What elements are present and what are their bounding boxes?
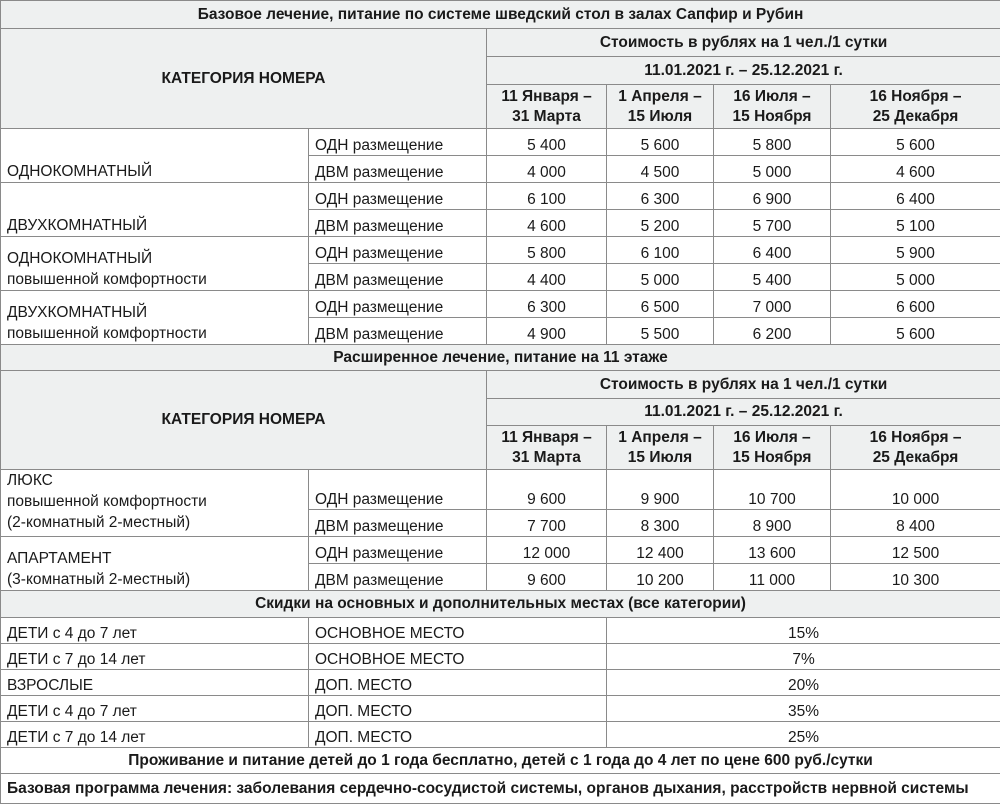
placement-type: ОДН размещение	[309, 237, 487, 264]
price-cell: 4 400	[487, 264, 607, 291]
room-name-line: ДВУХКОМНАТНЫЙ	[7, 304, 147, 321]
price-cell: 6 200	[714, 318, 831, 345]
period-line: 15 Июля	[628, 449, 692, 466]
room-name-line: ОДНОКОМНАТНЫЙ	[7, 163, 152, 180]
price-row	[1, 291, 1000, 318]
discount-row	[1, 722, 1000, 748]
price-cell: 6 600	[831, 291, 1000, 318]
price-cell: 11 000	[714, 564, 831, 591]
price-cell: 8 900	[714, 510, 831, 537]
period-line: 31 Марта	[512, 449, 581, 466]
price-cell: 4 500	[607, 156, 714, 183]
room-name-line: ЛЮКС	[7, 472, 53, 489]
date-range: 11.01.2021 г. – 25.12.2021 г.	[487, 399, 1000, 426]
placement-type: ОДН размещение	[309, 291, 487, 318]
date-range: 11.01.2021 г. – 25.12.2021 г.	[487, 57, 1000, 85]
placement-type: ОДН размещение	[309, 129, 487, 156]
placement-type: ОДН размещение	[309, 183, 487, 210]
discount-who: ДЕТИ с 7 до 14 лет	[1, 722, 309, 748]
price-cell: 10 000	[831, 470, 1000, 510]
period-line: 1 Апреля –	[618, 429, 701, 446]
price-cell: 5 900	[831, 237, 1000, 264]
price-cell: 10 200	[607, 564, 714, 591]
discount-place: ОСНОВНОЕ МЕСТО	[309, 618, 607, 644]
period-line: 16 Июля –	[733, 88, 810, 105]
period-line: 25 Декабря	[873, 449, 959, 466]
price-cell: 5 700	[714, 210, 831, 237]
room-name-line: повышенной комфортности	[7, 493, 207, 510]
period-line: 16 Июля –	[733, 429, 810, 446]
price-cell: 4 600	[831, 156, 1000, 183]
discount-who: ДЕТИ с 4 до 7 лет	[1, 696, 309, 722]
room-category	[1, 237, 309, 291]
discount-place: ДОП. МЕСТО	[309, 670, 607, 696]
section-title-basic: Базовое лечение, питание по системе шведский стол в залах Сапфир и Рубин	[1, 1, 1000, 29]
price-cell: 5 600	[831, 129, 1000, 156]
price-row	[1, 183, 1000, 210]
period-line: 11 Января –	[501, 429, 591, 446]
discount-who: ВЗРОСЛЫЕ	[1, 670, 309, 696]
price-cell: 12 500	[831, 537, 1000, 564]
price-cell: 5 100	[831, 210, 1000, 237]
placement-type: ОДН размещение	[309, 470, 487, 510]
price-cell: 13 600	[714, 537, 831, 564]
period-header	[714, 85, 831, 129]
price-cell: 9 900	[607, 470, 714, 510]
room-name-line: повышенной комфортности	[7, 271, 207, 288]
price-cell: 7 000	[714, 291, 831, 318]
placement-type: ДВМ размещение	[309, 264, 487, 291]
period-line: 11 Января –	[501, 88, 591, 105]
period-line: 15 Ноября	[733, 108, 812, 125]
period-header	[714, 426, 831, 470]
discount-row	[1, 670, 1000, 696]
note-row	[1, 748, 1000, 774]
cost-header: Стоимость в рублях на 1 чел./1 сутки	[487, 29, 1000, 57]
section-title-extended: Расширенное лечение, питание на 11 этаже	[1, 345, 1000, 371]
price-cell: 5 000	[831, 264, 1000, 291]
period-header	[831, 85, 1000, 129]
period-header	[607, 85, 714, 129]
program-note: Базовая программа лечения: заболевания сердечно-сосудистой системы, органов дыхания, расстройств нервной системы	[1, 774, 1000, 804]
period-line: 15 Июля	[628, 108, 692, 125]
price-cell: 6 500	[607, 291, 714, 318]
price-cell: 8 300	[607, 510, 714, 537]
children-note: Проживание и питание детей до 1 года бесплатно, детей с 1 года до 4 лет по цене 600 руб./сутки	[1, 748, 1000, 774]
price-cell: 6 400	[714, 237, 831, 264]
room-name-line: (2-комнатный 2-местный)	[7, 514, 190, 531]
price-row	[1, 470, 1000, 510]
room-name-line: АПАРТАМЕНТ	[7, 550, 112, 567]
discount-place: ДОП. МЕСТО	[309, 696, 607, 722]
discount-percent: 20%	[607, 670, 1000, 696]
period-header	[831, 426, 1000, 470]
discount-percent: 7%	[607, 644, 1000, 670]
discount-row	[1, 618, 1000, 644]
room-name-line: ДВУХКОМНАТНЫЙ	[7, 217, 147, 234]
cost-header: Стоимость в рублях на 1 чел./1 сутки	[487, 371, 1000, 399]
discount-place: ОСНОВНОЕ МЕСТО	[309, 644, 607, 670]
note-row	[1, 774, 1000, 804]
price-cell: 10 700	[714, 470, 831, 510]
price-cell: 5 000	[714, 156, 831, 183]
placement-type: ДВМ размещение	[309, 210, 487, 237]
placement-type: ДВМ размещение	[309, 318, 487, 345]
price-cell: 7 700	[487, 510, 607, 537]
price-cell: 6 300	[487, 291, 607, 318]
price-cell: 6 400	[831, 183, 1000, 210]
price-cell: 6 100	[607, 237, 714, 264]
price-cell: 6 900	[714, 183, 831, 210]
room-category	[1, 470, 309, 537]
section-title-discounts: Скидки на основных и дополнительных местах (все категории)	[1, 591, 1000, 618]
category-header: КАТЕГОРИЯ НОМЕРА	[1, 29, 487, 129]
price-row	[1, 537, 1000, 564]
period-header	[487, 85, 607, 129]
price-cell: 5 800	[714, 129, 831, 156]
room-category	[1, 183, 309, 237]
room-category	[1, 129, 309, 183]
price-cell: 6 300	[607, 183, 714, 210]
room-name-line: (3-комнатный 2-местный)	[7, 571, 190, 588]
discount-place: ДОП. МЕСТО	[309, 722, 607, 748]
price-cell: 5 400	[487, 129, 607, 156]
placement-type: ОДН размещение	[309, 537, 487, 564]
discount-percent: 25%	[607, 722, 1000, 748]
price-cell: 8 400	[831, 510, 1000, 537]
price-row	[1, 237, 1000, 264]
placement-type: ДВМ размещение	[309, 564, 487, 591]
room-category	[1, 291, 309, 345]
price-cell: 4 000	[487, 156, 607, 183]
discount-row	[1, 696, 1000, 722]
period-line: 25 Декабря	[873, 108, 959, 125]
room-name-line: ОДНОКОМНАТНЫЙ	[7, 250, 152, 267]
price-cell: 5 500	[607, 318, 714, 345]
discount-percent: 35%	[607, 696, 1000, 722]
period-header	[487, 426, 607, 470]
price-cell: 6 100	[487, 183, 607, 210]
category-header: КАТЕГОРИЯ НОМЕРА	[1, 371, 487, 470]
period-line: 16 Ноября –	[870, 88, 962, 105]
room-name-line: повышенной комфортности	[7, 325, 207, 342]
discount-row	[1, 644, 1000, 670]
price-cell: 5 600	[607, 129, 714, 156]
price-cell: 9 600	[487, 470, 607, 510]
period-line: 31 Марта	[512, 108, 581, 125]
price-row	[1, 129, 1000, 156]
price-cell: 9 600	[487, 564, 607, 591]
price-cell: 4 600	[487, 210, 607, 237]
price-cell: 5 200	[607, 210, 714, 237]
room-category	[1, 537, 309, 591]
price-cell: 4 900	[487, 318, 607, 345]
period-line: 15 Ноября	[733, 449, 812, 466]
discount-who: ДЕТИ с 4 до 7 лет	[1, 618, 309, 644]
price-cell: 5 800	[487, 237, 607, 264]
period-line: 1 Апреля –	[618, 88, 701, 105]
period-header	[607, 426, 714, 470]
section-row	[1, 591, 1000, 618]
price-cell: 12 000	[487, 537, 607, 564]
section-row	[1, 1, 1000, 29]
discount-who: ДЕТИ с 7 до 14 лет	[1, 644, 309, 670]
period-line: 16 Ноября –	[870, 429, 962, 446]
section-row	[1, 345, 1000, 371]
price-cell: 5 000	[607, 264, 714, 291]
price-cell: 12 400	[607, 537, 714, 564]
placement-type: ДВМ размещение	[309, 156, 487, 183]
discount-percent: 15%	[607, 618, 1000, 644]
price-cell: 10 300	[831, 564, 1000, 591]
price-cell: 5 600	[831, 318, 1000, 345]
placement-type: ДВМ размещение	[309, 510, 487, 537]
price-cell: 5 400	[714, 264, 831, 291]
